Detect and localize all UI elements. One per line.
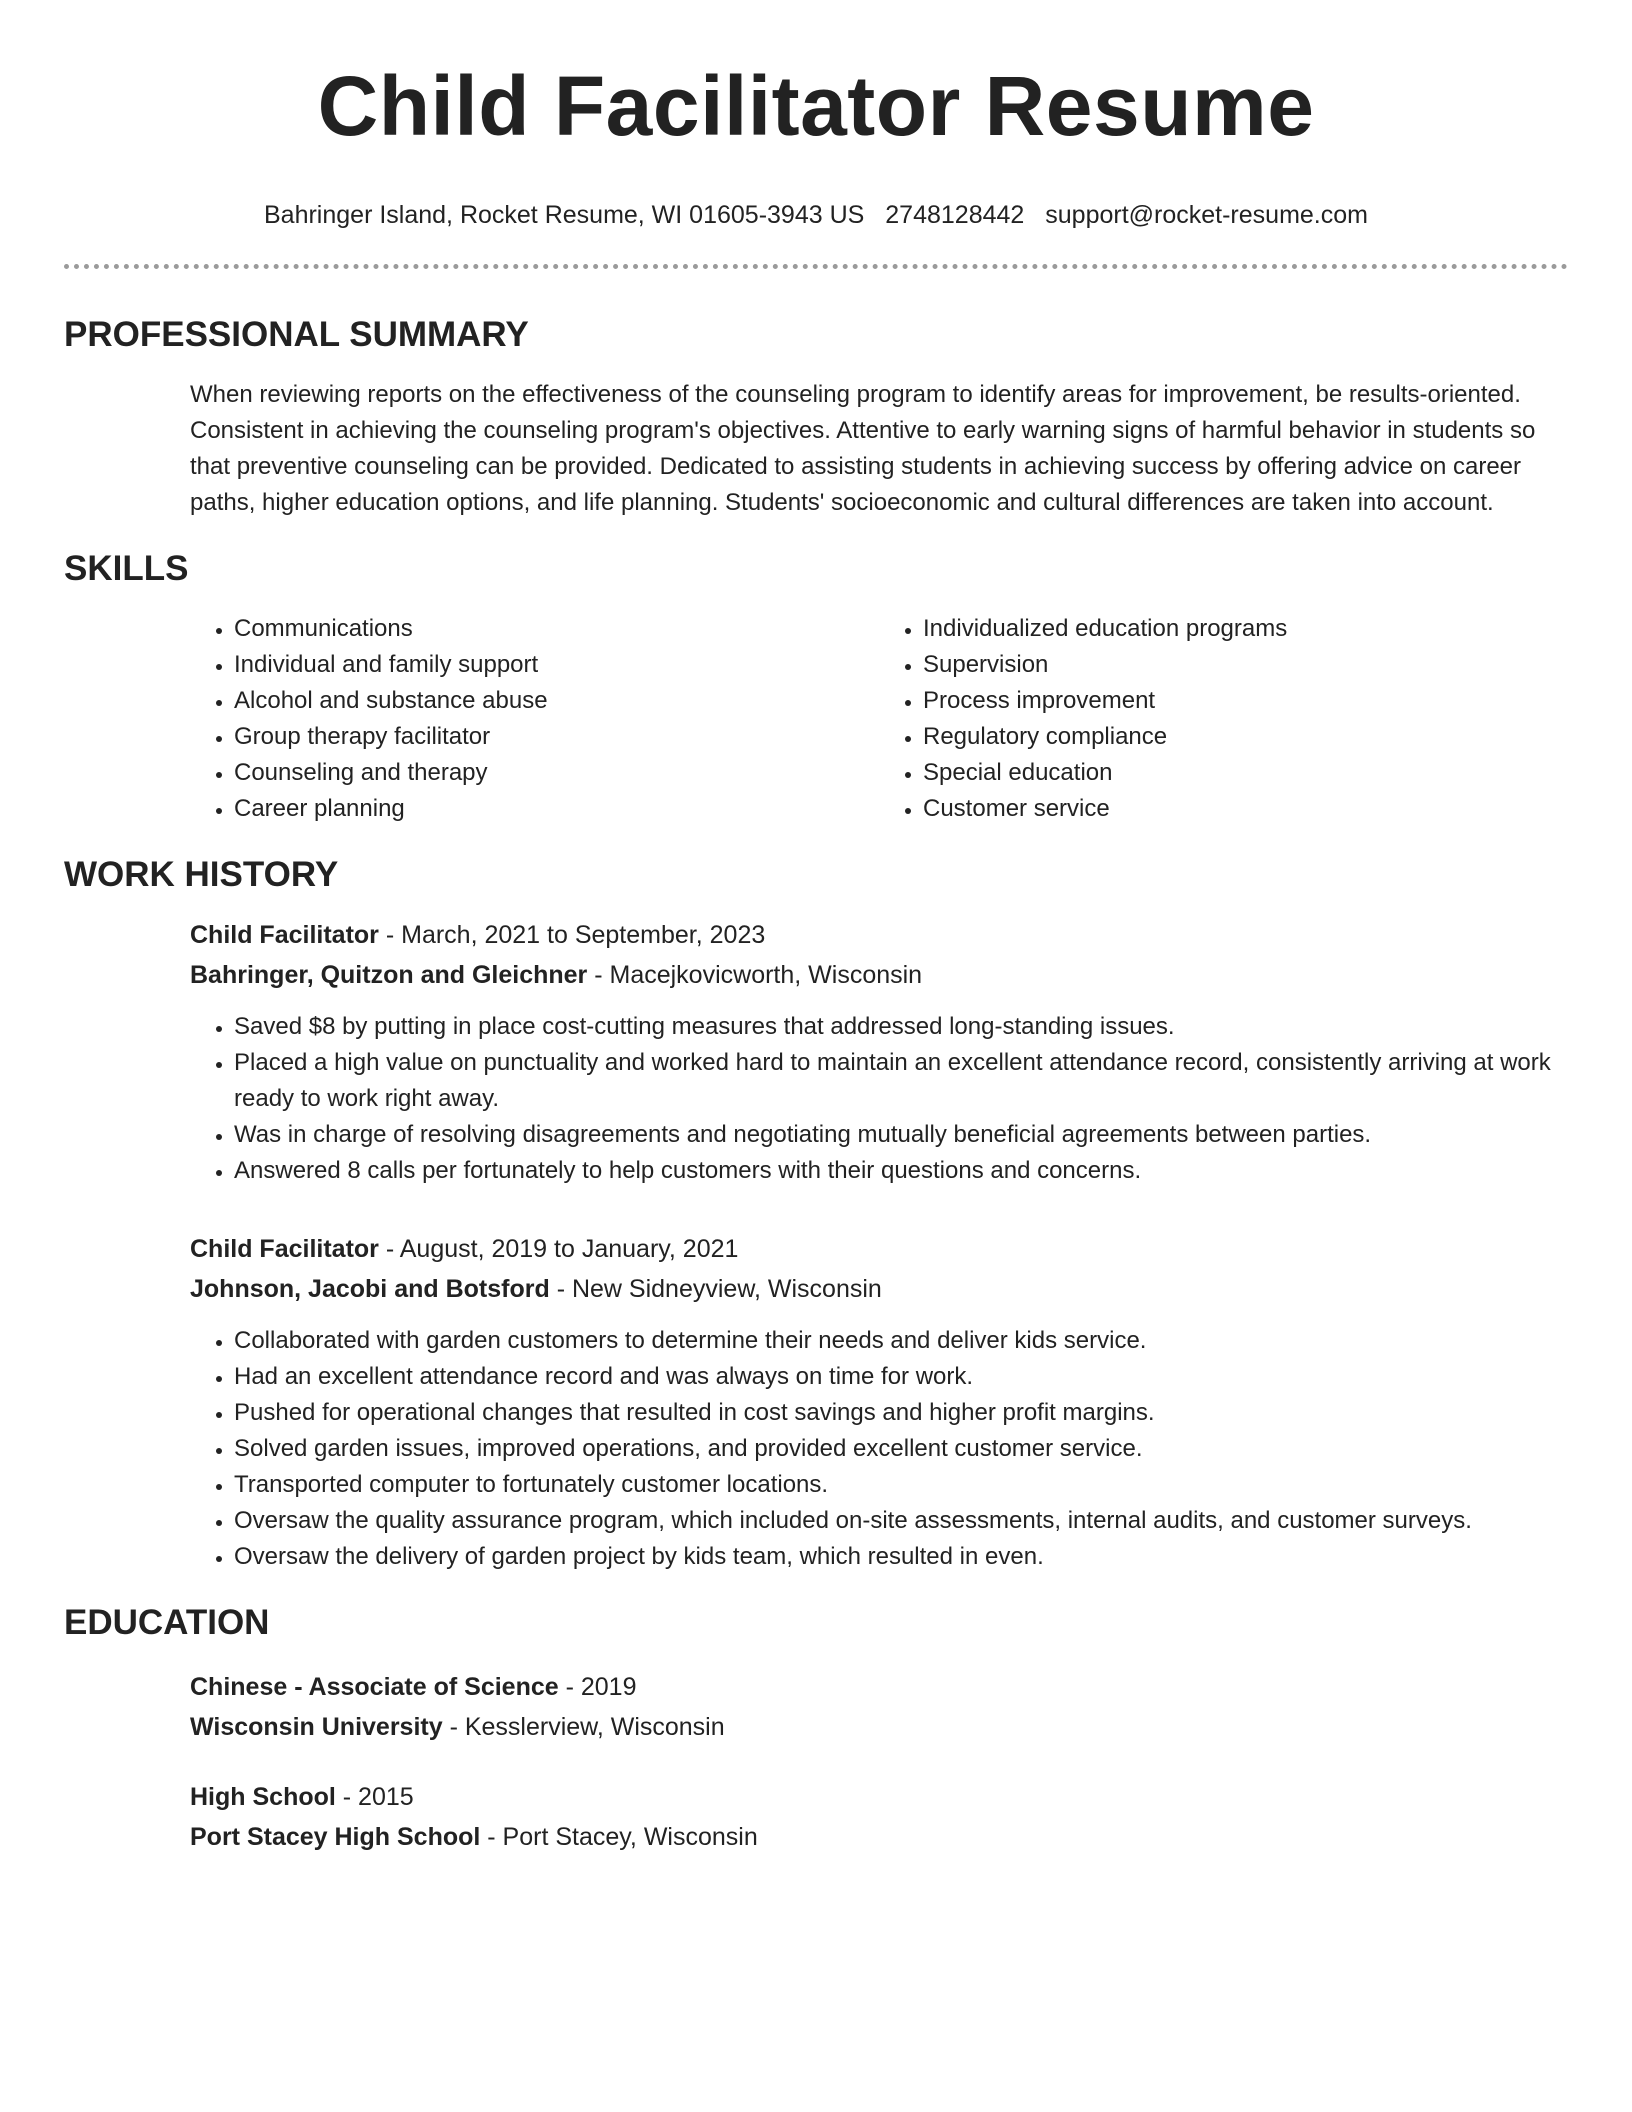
skill-item: • Regulatory compliance bbox=[923, 719, 1568, 755]
job-company: Bahringer, Quitzon and Gleichner bbox=[190, 961, 588, 989]
job-title: Child Facilitator bbox=[190, 921, 379, 949]
education-school-line bbox=[190, 1817, 1568, 1857]
skill-item: • Communications bbox=[234, 611, 879, 647]
job-bullet: • Had an excellent attendance record and was always on time for work. bbox=[234, 1359, 1568, 1395]
skill-item: • Individualized education programs bbox=[923, 611, 1568, 647]
education-degree-line bbox=[190, 1777, 1568, 1817]
skill-item: • Special education bbox=[923, 755, 1568, 791]
skill-item: • Counseling and therapy bbox=[234, 755, 879, 791]
job-dates: - August, 2019 to January, 2021 bbox=[378, 1235, 739, 1263]
education-year: - 2019 bbox=[558, 1673, 637, 1701]
education-school: Wisconsin University bbox=[190, 1713, 443, 1741]
contact-line bbox=[64, 198, 1568, 232]
summary-heading: PROFESSIONAL SUMMARY bbox=[64, 315, 529, 354]
job-bullet: • Placed a high value on punctuality and worked hard to maintain an excellent attendance record, consistently arriving at work ready to work right away. bbox=[234, 1045, 1568, 1117]
job-bullet: • Pushed for operational changes that resulted in cost savings and higher profit margins. bbox=[234, 1395, 1568, 1431]
education-location: - Port Stacey, Wisconsin bbox=[480, 1823, 758, 1851]
job-bullet: • Was in charge of resolving disagreements and negotiating mutually beneficial agreements between parties. bbox=[234, 1117, 1568, 1153]
job-bullet: • Saved $8 by putting in place cost-cutting measures that addressed long-standing issues. bbox=[234, 1009, 1568, 1045]
work-history-heading: WORK HISTORY bbox=[64, 855, 339, 894]
job-bullets bbox=[190, 1323, 1568, 1575]
education-section bbox=[64, 1601, 1568, 1857]
skill-item: • Individual and family support bbox=[234, 647, 879, 683]
job-bullet: • Solved garden issues, improved operations, and provided excellent customer service. bbox=[234, 1431, 1568, 1467]
skill-item: • Supervision bbox=[923, 647, 1568, 683]
education-degree-line bbox=[190, 1667, 1568, 1707]
summary-section bbox=[64, 313, 1568, 521]
skill-item: • Process improvement bbox=[923, 683, 1568, 719]
job-bullet: • Answered 8 calls per fortunately to help customers with their questions and concerns. bbox=[234, 1153, 1568, 1189]
skill-item: • Alcohol and substance abuse bbox=[234, 683, 879, 719]
resume-title: Child Facilitator Resume bbox=[317, 59, 1315, 153]
skill-item: • Career planning bbox=[234, 791, 879, 827]
education-degree: High School bbox=[190, 1783, 336, 1811]
education-heading: EDUCATION bbox=[64, 1603, 270, 1642]
skills-section bbox=[64, 547, 1568, 827]
job-bullet: • Collaborated with garden customers to determine their needs and deliver kids service. bbox=[234, 1323, 1568, 1359]
education-year: - 2015 bbox=[335, 1783, 414, 1811]
skills-column-left bbox=[190, 611, 879, 827]
education-entry bbox=[190, 1667, 1568, 1747]
job-dates: - March, 2021 to September, 2023 bbox=[378, 921, 766, 949]
job-bullet: • Oversaw the quality assurance program, which included on-site assessments, internal audits, and customer surveys. bbox=[234, 1503, 1568, 1539]
education-entry bbox=[190, 1777, 1568, 1857]
education-degree: Chinese - Associate of Science bbox=[190, 1673, 559, 1701]
job-bullet: • Oversaw the delivery of garden project by kids team, which resulted in even. bbox=[234, 1539, 1568, 1575]
job-bullet: • Transported computer to fortunately customer locations. bbox=[234, 1467, 1568, 1503]
job-company: Johnson, Jacobi and Botsford bbox=[190, 1275, 550, 1303]
skill-item: • Group therapy facilitator bbox=[234, 719, 879, 755]
job-entry bbox=[190, 915, 1568, 1189]
skills-column-right bbox=[879, 611, 1568, 827]
education-location: - Kesslerview, Wisconsin bbox=[442, 1713, 725, 1741]
job-company-line bbox=[190, 1269, 1568, 1309]
job-entry bbox=[190, 1229, 1568, 1575]
skill-item: • Customer service bbox=[923, 791, 1568, 827]
contact-phone: 2748128442 bbox=[885, 201, 1025, 229]
job-title: Child Facilitator bbox=[190, 1235, 379, 1263]
job-location: - New Sidneyview, Wisconsin bbox=[549, 1275, 882, 1303]
job-title-line bbox=[190, 915, 1568, 955]
education-school-line bbox=[190, 1707, 1568, 1747]
education-school: Port Stacey High School bbox=[190, 1823, 481, 1851]
contact-address: Bahringer Island, Rocket Resume, WI 01605-3943 US bbox=[264, 201, 865, 229]
job-location: - Macejkovicworth, Wisconsin bbox=[587, 961, 923, 989]
skills-heading: SKILLS bbox=[64, 549, 189, 588]
skills-grid bbox=[190, 611, 1568, 827]
summary-text: When reviewing reports on the effectiveness of the counseling program to identify areas for improvement, be results-oriented. Consistent in achieving the counseling program's objectives. Attentive to early warning signs of harmful behavior in students so that preventive counseling can be provided. Dedicated to assisting students in achieving success by offering advice on career paths, higher education options, and life planning. Students' socioeconomic and cultural differences are taken into account. bbox=[190, 381, 1536, 516]
contact-email: support@rocket-resume.com bbox=[1045, 201, 1368, 229]
work-history-section bbox=[64, 853, 1568, 1575]
job-bullets bbox=[190, 1009, 1568, 1189]
job-title-line bbox=[190, 1229, 1568, 1269]
header-divider bbox=[64, 264, 1568, 269]
job-company-line bbox=[190, 955, 1568, 995]
